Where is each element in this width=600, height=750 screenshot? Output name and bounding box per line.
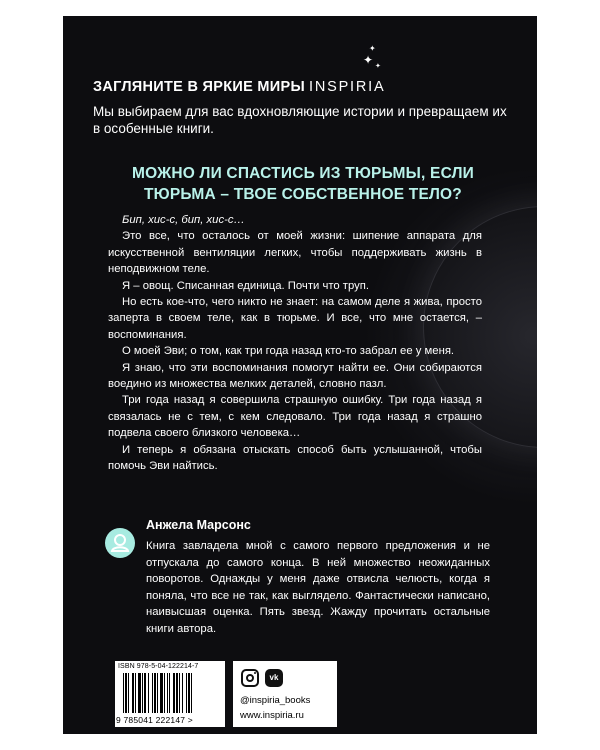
blurb-paragraph: О моей Эви; о том, как три года назад кто-то забрал ее у меня. bbox=[122, 345, 455, 358]
website-link[interactable]: www.inspiria.ru bbox=[240, 710, 304, 721]
blurb-paragraph: Бип, хис-с, бип, хис-с… bbox=[122, 214, 245, 226]
blurb-paragraph: Но есть кое-что, чего никто не знает: на самом деле я жива, просто заперта в своем теле, как в тюрьме. И все, что мне остается, – воспоминания. bbox=[108, 296, 482, 341]
barcode-panel bbox=[115, 661, 225, 727]
blurb-paragraph: Это все, что осталось от моей жизни: шипение аппарата для искусственной вентиляции легких, чтобы поддерживать жизнь в неподвижном теле. bbox=[108, 230, 482, 276]
barcode-icon bbox=[123, 673, 221, 713]
sparkle-stars-icon: ✦ ✦ ✦ bbox=[363, 44, 381, 70]
headline bbox=[93, 163, 513, 205]
blurb-paragraph: Я – овощ. Списанная единица. Почти что труп. bbox=[122, 279, 370, 292]
blurb-paragraph: Я знаю, что эти воспоминания помогут найти ее. Они собираются воедино из множества мелких деталей, словно пазл. bbox=[108, 361, 482, 391]
social-panel bbox=[233, 661, 337, 727]
brand-prefix: ЗАГЛЯНИТЕ В ЯРКИЕ МИРЫ bbox=[93, 79, 305, 95]
user-avatar-icon bbox=[105, 528, 135, 558]
brand-tagline bbox=[93, 79, 385, 95]
headline-line-2: ТЮРЬМА – ТВОЕ СОБСТВЕННОЕ ТЕЛО? bbox=[144, 186, 462, 203]
blurb-paragraph: Три года назад я совершила страшную ошибку. Три года назад я связалась не с тем, с кем следовало. Три года назад я страшно подвела своего близкого человека… bbox=[108, 394, 482, 440]
vk-icon[interactable]: vk bbox=[265, 669, 283, 687]
reviewer-name: Анжела Марсонс bbox=[146, 518, 251, 532]
review-text: Книга завладела мной с самого первого предложения и не отпускала до самого конца. В ней множество неожиданных поворотов. Однажды у меня даже отвисла челюсть, когда я поняла, что все не так, как выглядело. Фантастически написано, наивысшая оценка. Пять звезд. Жажду прочитать остальные книги автора. bbox=[146, 540, 490, 635]
blurb-text bbox=[108, 212, 482, 475]
instagram-icon[interactable] bbox=[241, 669, 259, 687]
isbn-label: ISBN 978-5-04-122214-7 bbox=[118, 663, 199, 670]
brand-intro: Мы выбираем для вас вдохновляющие истории и превращаем их в особенные книги. bbox=[93, 104, 507, 136]
headline-line-1: МОЖНО ЛИ СПАСТИСЬ ИЗ ТЮРЬМЫ, ЕСЛИ bbox=[131, 165, 474, 182]
barcode-digits: 9 785041 222147 > bbox=[116, 715, 193, 725]
book-back-cover bbox=[63, 16, 537, 734]
social-handle[interactable]: @inspiria_books bbox=[240, 695, 311, 706]
brand-name: INSPIRIA bbox=[309, 79, 386, 95]
blurb-paragraph: И теперь я обязана отыскать способ быть услышанной, чтобы помочь Эви найтись. bbox=[108, 443, 482, 473]
